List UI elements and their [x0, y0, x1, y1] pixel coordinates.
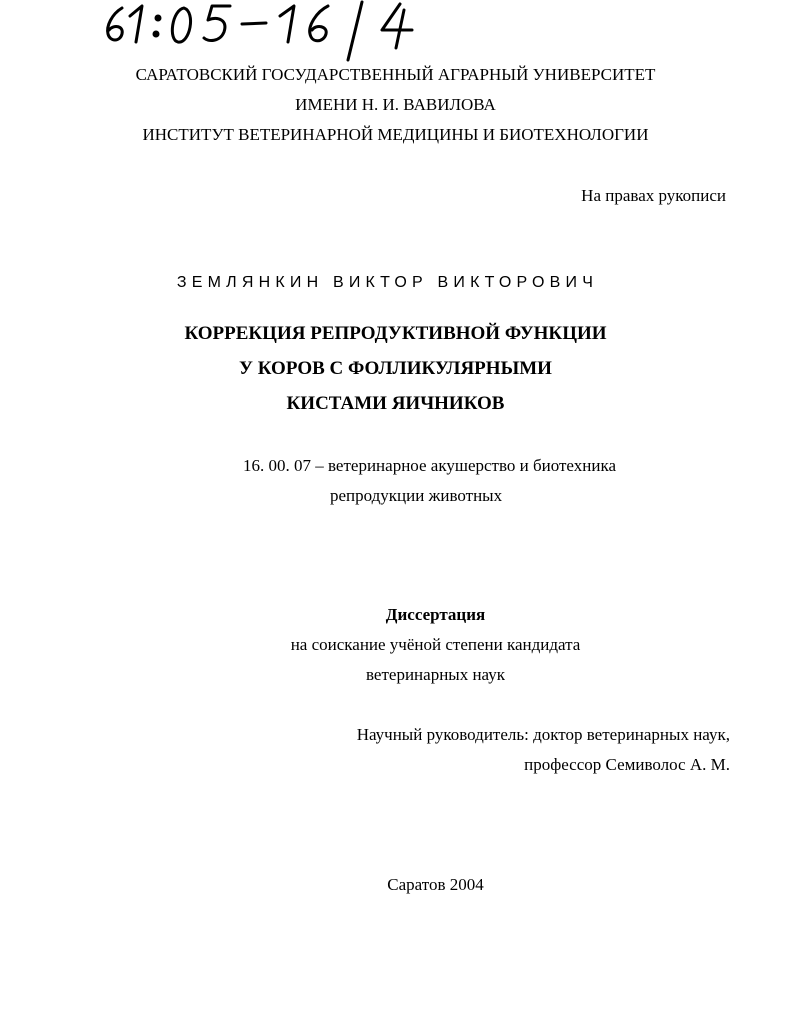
thesis-title-line1: КОРРЕКЦИЯ РЕПРОДУКТИВНОЙ ФУНКЦИИ [184, 323, 607, 344]
specialty-line1: 16. 00. 07 – ветеринарное акушерство и биотехника [243, 456, 616, 475]
university-name-line1: САРАТОВСКИЙ ГОСУДАРСТВЕННЫЙ АГРАРНЫЙ УНИВЕРСИТЕТ [135, 65, 656, 84]
supervisor-line1: Научный руководитель: доктор ветеринарных наук, [356, 725, 730, 744]
university-name-line2: ИМЕНИ Н. И. ВАВИЛОВА [295, 95, 496, 114]
thesis-title-line3: КИСТАМИ ЯИЧНИКОВ [286, 393, 505, 414]
specialty-line2: репродукции животных [330, 486, 503, 505]
dissertation-heading: Диссертация [385, 605, 486, 624]
supervisor-line2: профессор Семиволос А. М. [524, 755, 730, 774]
institute-name: ИНСТИТУТ ВЕТЕРИНАРНОЙ МЕДИЦИНЫ И БИОТЕХНОЛОГИИ [142, 125, 649, 144]
degree-line2: ветеринарных наук [366, 665, 505, 684]
author-name: ЗЕМЛЯНКИН ВИКТОР ВИКТОРОВИЧ [176, 274, 599, 291]
thesis-title-line2: У КОРОВ С ФОЛЛИКУЛЯРНЫМИ [239, 358, 552, 379]
handwritten-archive-code [100, 0, 430, 62]
degree-line1: на соискание учёной степени кандидата [290, 635, 581, 654]
place-and-year: Саратов 2004 [387, 875, 484, 894]
manuscript-rights-note: На правах рукописи [581, 186, 726, 205]
